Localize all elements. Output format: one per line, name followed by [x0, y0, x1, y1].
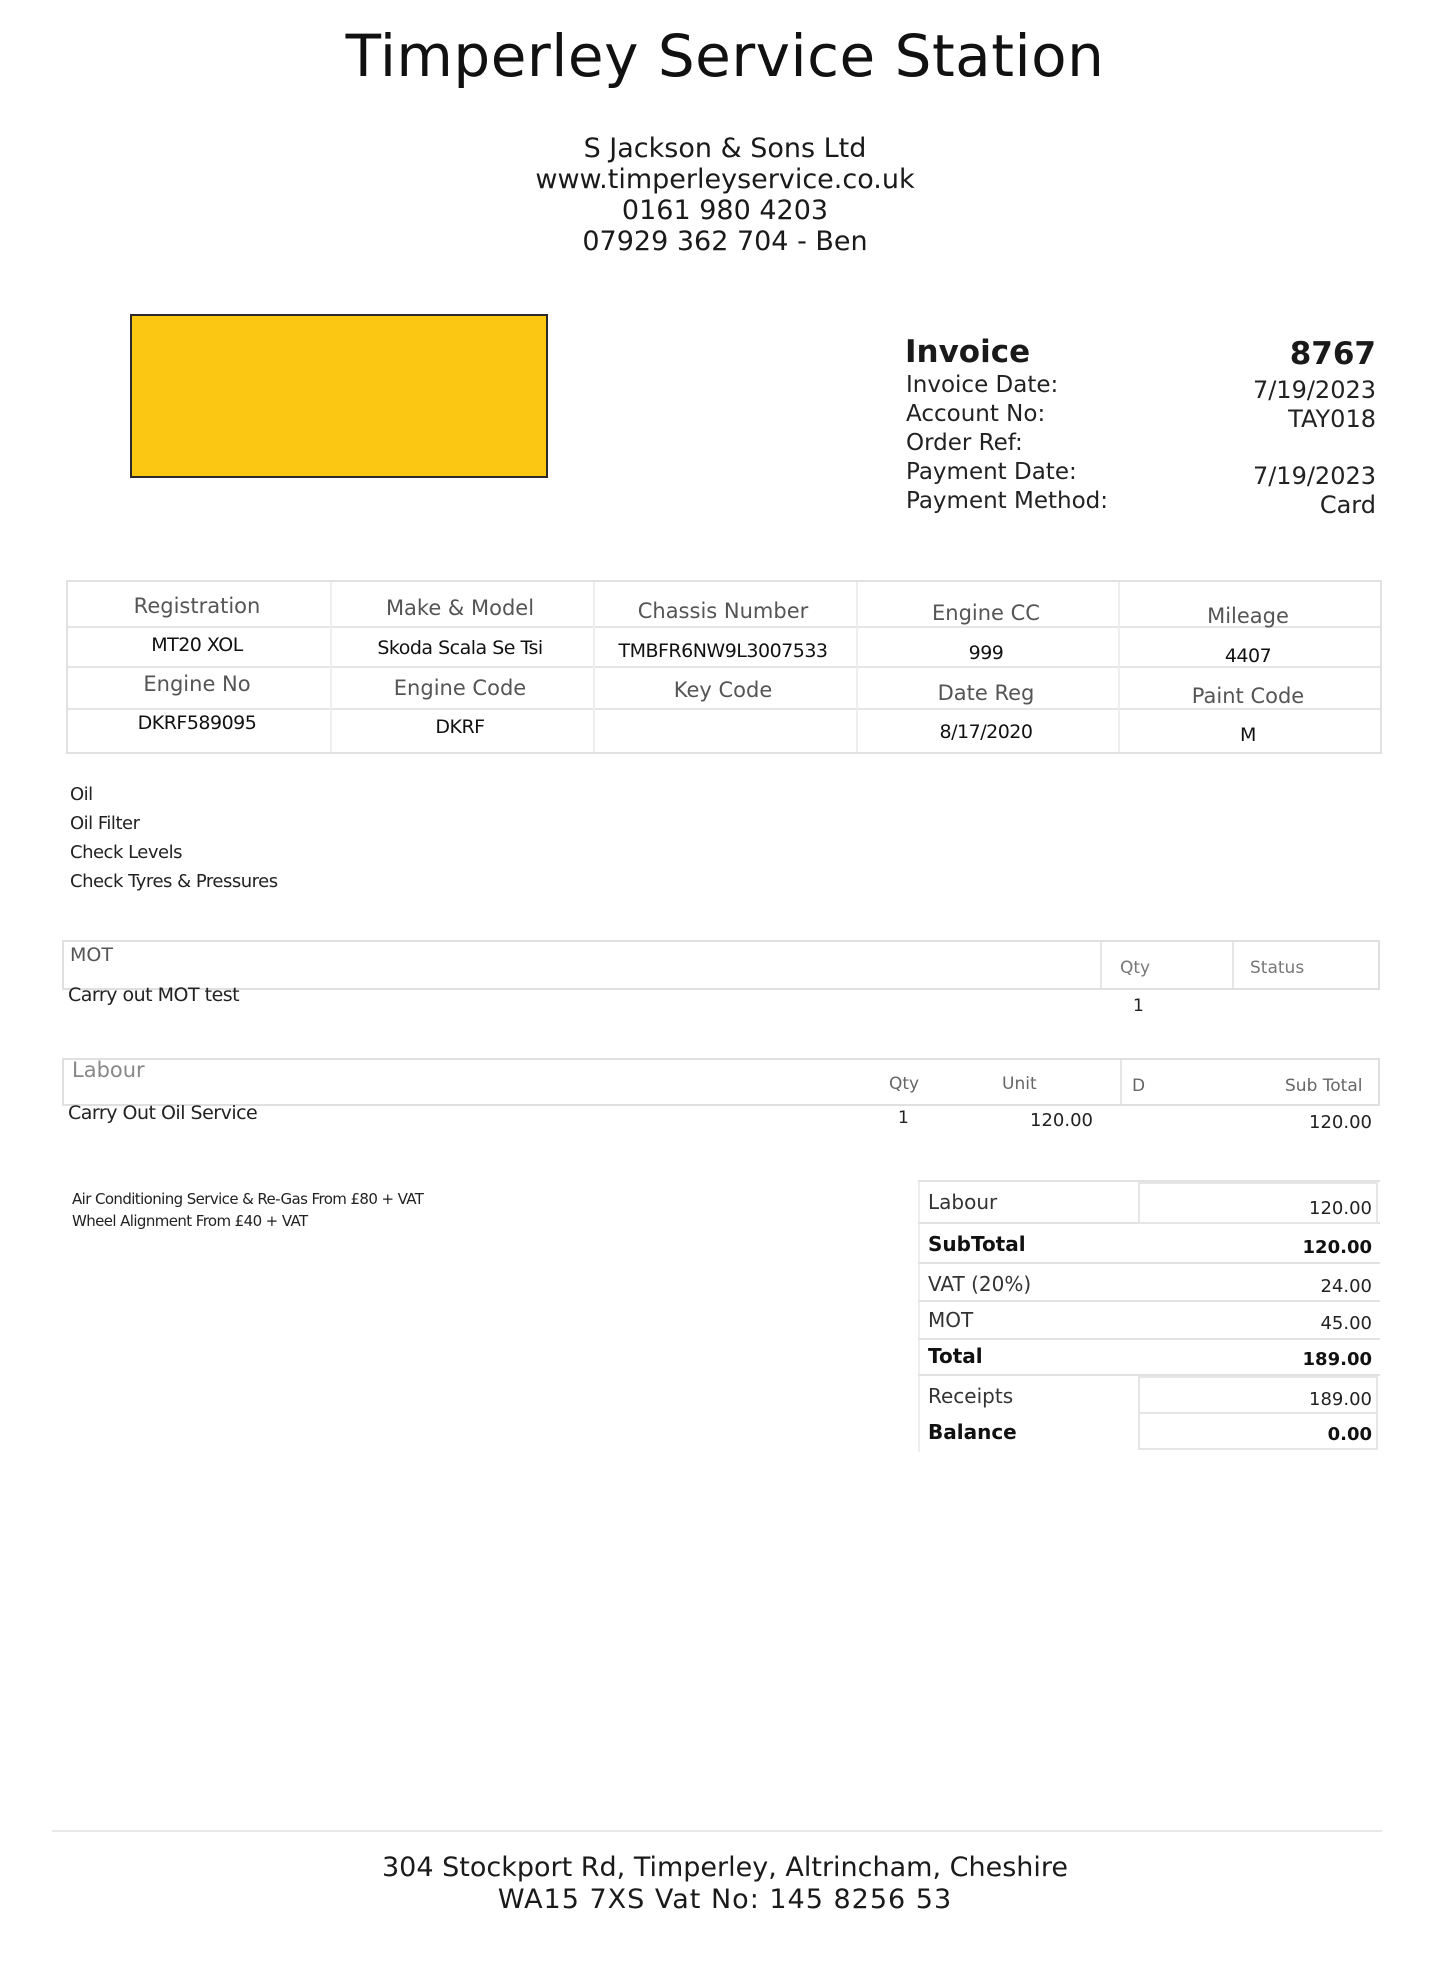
registration-header: Registration: [133, 594, 261, 618]
mot-qty-header: Qty: [1120, 958, 1151, 978]
phone-number: 0161 980 4203: [621, 195, 829, 226]
col-divider: [330, 582, 332, 752]
engine-no-header: Engine No: [143, 672, 251, 696]
row-divider: [918, 1338, 1380, 1340]
totals-total-label: Total: [928, 1344, 983, 1368]
row-divider: [918, 1262, 1380, 1264]
promo-note: Wheel Alignment From £40 + VAT: [72, 1212, 308, 1230]
labour-discount-header: D: [1132, 1076, 1146, 1096]
invoice-date-value: 7/19/2023: [1252, 376, 1376, 404]
business-name: Timperley Service Station: [345, 22, 1105, 90]
invoice-number: 8767: [1289, 336, 1376, 372]
mot-section-title: MOT: [70, 944, 113, 966]
col-divider: [856, 582, 858, 752]
chassis-number-value: TMBFR6NW9L3007533: [618, 640, 828, 662]
website: www.timperleyservice.co.uk: [535, 164, 915, 195]
totals-mot-value: 45.00: [1320, 1313, 1372, 1334]
invoice-date-label: Invoice Date:: [906, 372, 1059, 398]
col-divider: [593, 582, 595, 752]
engine-code-value: DKRF: [435, 716, 485, 738]
make-model-value: Skoda Scala Se Tsi: [377, 637, 543, 659]
totals-mot-label: MOT: [928, 1308, 974, 1332]
mobile-number: 07929 362 704 - Ben: [582, 226, 868, 257]
mot-description: Carry out MOT test: [68, 984, 240, 1006]
engine-cc-value: 999: [968, 642, 1004, 664]
date-reg-header: Date Reg: [937, 681, 1035, 705]
work-item: Oil Filter: [70, 813, 140, 834]
payment-date-label: Payment Date:: [906, 459, 1077, 485]
totals-border: [918, 1180, 920, 1452]
labour-unit-price: 120.00: [1030, 1110, 1093, 1131]
registration-value: MT20 XOL: [151, 634, 243, 656]
totals-vat-label: VAT (20%): [928, 1272, 1032, 1296]
promo-note: Air Conditioning Service & Re-Gas From £80 + VAT: [72, 1190, 424, 1208]
totals-receipts-value: 189.00: [1309, 1389, 1372, 1410]
account-no-value: TAY018: [1288, 405, 1376, 433]
mot-status-header: Status: [1250, 958, 1305, 978]
labour-unit-header: Unit: [1002, 1074, 1037, 1094]
totals-labour-label: Labour: [928, 1190, 998, 1214]
totals-labour-value: 120.00: [1309, 1198, 1372, 1219]
redacted-customer-address: [130, 314, 548, 478]
work-item: Oil: [70, 784, 93, 805]
totals-subtotal-value: 120.00: [1302, 1237, 1372, 1258]
engine-cc-header: Engine CC: [932, 601, 1040, 625]
make-model-header: Make & Model: [385, 596, 535, 620]
col-divider: [1232, 942, 1234, 988]
payment-date-value: 7/19/2023: [1252, 462, 1376, 490]
date-reg-value: 8/17/2020: [939, 721, 1033, 743]
footer-divider: [52, 1830, 1382, 1832]
mileage-header: Mileage: [1207, 604, 1289, 628]
payment-method-label: Payment Method:: [906, 488, 1109, 514]
totals-receipts-label: Receipts: [928, 1384, 1014, 1408]
labour-subtotal-header: Sub Total: [1285, 1076, 1363, 1096]
invoice-title: Invoice: [905, 334, 1031, 370]
vehicle-details-table: [66, 580, 1382, 754]
col-divider: [1120, 1060, 1122, 1104]
totals-total-value: 189.00: [1302, 1349, 1372, 1370]
work-item: Check Tyres & Pressures: [70, 871, 278, 892]
row-divider: [918, 1300, 1380, 1302]
footer-postcode-vat: WA15 7XS Vat No: 145 8256 53: [497, 1884, 953, 1915]
work-item: Check Levels: [70, 842, 182, 863]
paint-code-value: M: [1240, 724, 1256, 746]
chassis-number-header: Chassis Number: [637, 599, 809, 623]
company-name: S Jackson & Sons Ltd: [583, 133, 867, 164]
totals-subtotal-label: SubTotal: [928, 1232, 1026, 1256]
labour-header-box: [62, 1058, 1380, 1106]
labour-qty-header: Qty: [889, 1074, 920, 1094]
mot-header-box: [62, 940, 1380, 990]
mileage-value: 4407: [1224, 645, 1272, 667]
paint-code-header: Paint Code: [1191, 684, 1305, 708]
account-no-label: Account No:: [906, 401, 1046, 427]
payment-method-value: Card: [1319, 491, 1376, 519]
col-divider: [1100, 942, 1102, 988]
totals-vat-value: 24.00: [1320, 1276, 1372, 1297]
totals-balance-value: 0.00: [1327, 1424, 1372, 1445]
order-ref-label: Order Ref:: [906, 430, 1023, 456]
labour-subtotal: 120.00: [1309, 1112, 1372, 1133]
key-code-header: Key Code: [673, 678, 773, 702]
engine-no-value: DKRF589095: [137, 712, 257, 734]
totals-balance-label: Balance: [928, 1420, 1017, 1444]
labour-description: Carry Out Oil Service: [68, 1102, 258, 1124]
footer-address: 304 Stockport Rd, Timperley, Altrincham, Cheshire: [381, 1852, 1069, 1883]
engine-code-header: Engine Code: [393, 676, 527, 700]
labour-qty: 1: [898, 1108, 909, 1128]
row-divider: [68, 708, 1380, 710]
col-divider: [1118, 582, 1120, 752]
mot-qty: 1: [1133, 996, 1144, 1016]
labour-section-title: Labour: [72, 1058, 145, 1082]
